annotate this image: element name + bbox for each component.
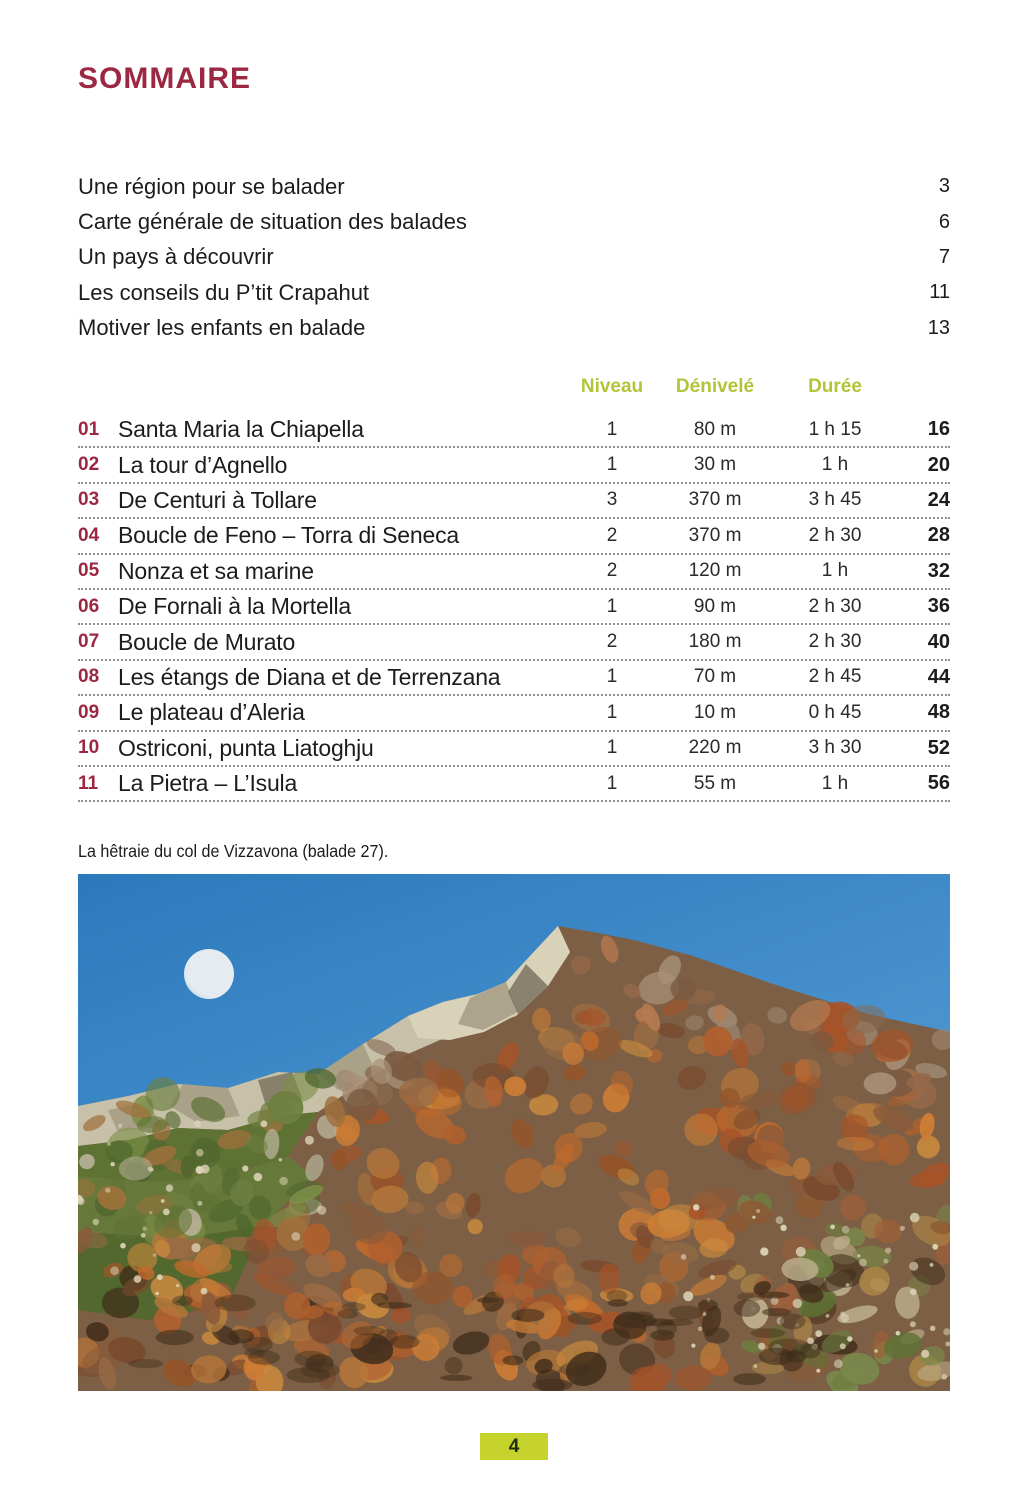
walk-duration: 3 h 30 (808, 737, 862, 759)
toc-intro-page: 13 (927, 316, 950, 339)
walk-level: 1 (606, 737, 618, 759)
walk-row (78, 448, 950, 483)
toc-intro-label: Une région pour se balader (78, 173, 345, 199)
walk-number: 09 (78, 701, 100, 723)
walk-elevation: 80 m (693, 418, 737, 440)
walk-row (78, 625, 950, 660)
walk-title: Ostriconi, punta Liatoghju (118, 734, 374, 761)
walk-duration: 1 h (821, 454, 849, 476)
walk-number: 08 (78, 666, 100, 688)
walk-elevation: 370 m (688, 489, 742, 511)
walks-table (78, 413, 950, 802)
walk-title: Le plateau d’Aleria (118, 699, 305, 726)
walk-page: 52 (927, 736, 950, 759)
walk-level: 1 (606, 701, 618, 723)
walk-duration: 2 h 45 (808, 666, 862, 688)
walk-title: Boucle de Feno – Torra di Seneca (118, 522, 459, 549)
page-number: 4 (508, 1435, 520, 1457)
walk-elevation: 30 m (693, 454, 737, 476)
walk-row (78, 732, 950, 767)
walk-page: 48 (927, 701, 950, 724)
walk-title: Santa Maria la Chiapella (118, 416, 364, 443)
header-denivele: Dénivelé (675, 376, 755, 397)
walk-number: 05 (78, 560, 100, 582)
walk-level: 2 (606, 560, 618, 582)
walk-title: La tour d’Agnello (118, 451, 288, 478)
walk-number: 02 (78, 454, 100, 476)
toc-intro-label: Un pays à découvrir (78, 244, 274, 270)
walk-level: 1 (606, 418, 618, 440)
walk-number: 11 (78, 772, 99, 794)
toc-intro-label: Motiver les enfants en balade (78, 315, 366, 341)
walk-row (78, 555, 950, 590)
intro-list (78, 169, 950, 346)
walk-page: 24 (927, 488, 950, 511)
table-header (78, 370, 950, 404)
header-duree: Durée (808, 376, 862, 397)
walk-number: 07 (78, 631, 100, 653)
walk-level: 1 (606, 666, 618, 688)
walk-title: De Centuri à Tollare (118, 486, 317, 513)
walk-page: 56 (927, 772, 950, 795)
walk-duration: 1 h 15 (808, 418, 862, 440)
walk-number: 03 (78, 489, 100, 511)
walk-row (78, 767, 950, 802)
walk-elevation: 370 m (688, 524, 742, 546)
toc-intro-page: 6 (938, 210, 950, 233)
walk-level: 1 (606, 772, 618, 794)
walk-duration: 0 h 45 (808, 701, 862, 723)
toc-intro-page: 7 (938, 245, 950, 268)
walk-row (78, 661, 950, 696)
walk-elevation: 220 m (688, 737, 742, 759)
toc-intro-row (78, 311, 950, 346)
walk-page: 28 (927, 524, 950, 547)
walk-page: 32 (927, 559, 950, 582)
walk-elevation: 70 m (693, 666, 737, 688)
photo-illustration (78, 874, 950, 1391)
toc-intro-label: Les conseils du P’tit Crapahut (78, 279, 370, 305)
walk-elevation: 10 m (693, 701, 737, 723)
walk-row (78, 484, 950, 519)
toc-intro-row (78, 240, 950, 275)
walk-page: 40 (927, 630, 950, 653)
walk-title: La Pietra – L’Isula (118, 770, 298, 797)
walk-title: Boucle de Murato (118, 628, 296, 655)
walk-duration: 2 h 30 (808, 524, 862, 546)
walk-row (78, 519, 950, 554)
walk-level: 2 (606, 631, 618, 653)
walk-duration: 3 h 45 (808, 489, 862, 511)
walk-number: 01 (78, 418, 100, 440)
walk-level: 1 (606, 595, 618, 617)
walk-elevation: 180 m (688, 631, 742, 653)
toc-intro-row (78, 275, 950, 310)
walk-title: De Fornali à la Mortella (118, 593, 351, 620)
walk-duration: 1 h (821, 560, 849, 582)
page-number-badge (480, 1433, 548, 1460)
walk-title: Nonza et sa marine (118, 557, 314, 584)
page-title: SOMMAIRE (78, 62, 251, 95)
walk-number: 04 (78, 524, 100, 546)
walk-elevation: 120 m (688, 560, 742, 582)
walk-page: 20 (927, 453, 950, 476)
walk-title: Les étangs de Diana et de Terrenzana (118, 663, 501, 690)
toc-intro-label: Carte générale de situation des balades (78, 209, 467, 235)
landscape-photo (78, 874, 950, 1391)
walk-elevation: 90 m (693, 595, 737, 617)
toc-intro-page: 3 (938, 175, 950, 198)
walk-level: 1 (606, 454, 618, 476)
walk-row (78, 590, 950, 625)
walk-level: 3 (606, 489, 618, 511)
walk-number: 10 (78, 737, 100, 759)
walk-row (78, 696, 950, 731)
walk-duration: 2 h 30 (808, 595, 862, 617)
photo-caption: La hêtraie du col de Vizzavona (balade 27). (78, 841, 389, 861)
moon (184, 949, 234, 999)
walk-row (78, 413, 950, 448)
walk-page: 44 (927, 665, 950, 688)
toc-intro-row (78, 204, 950, 239)
walk-page: 16 (927, 418, 950, 441)
walk-duration: 1 h (821, 772, 849, 794)
toc-intro-row (78, 169, 950, 204)
walk-duration: 2 h 30 (808, 631, 862, 653)
walk-elevation: 55 m (693, 772, 737, 794)
toc-intro-page: 11 (929, 281, 950, 304)
walk-page: 36 (927, 595, 950, 618)
walk-level: 2 (606, 524, 618, 546)
header-niveau: Niveau (580, 376, 644, 397)
walk-number: 06 (78, 595, 100, 617)
